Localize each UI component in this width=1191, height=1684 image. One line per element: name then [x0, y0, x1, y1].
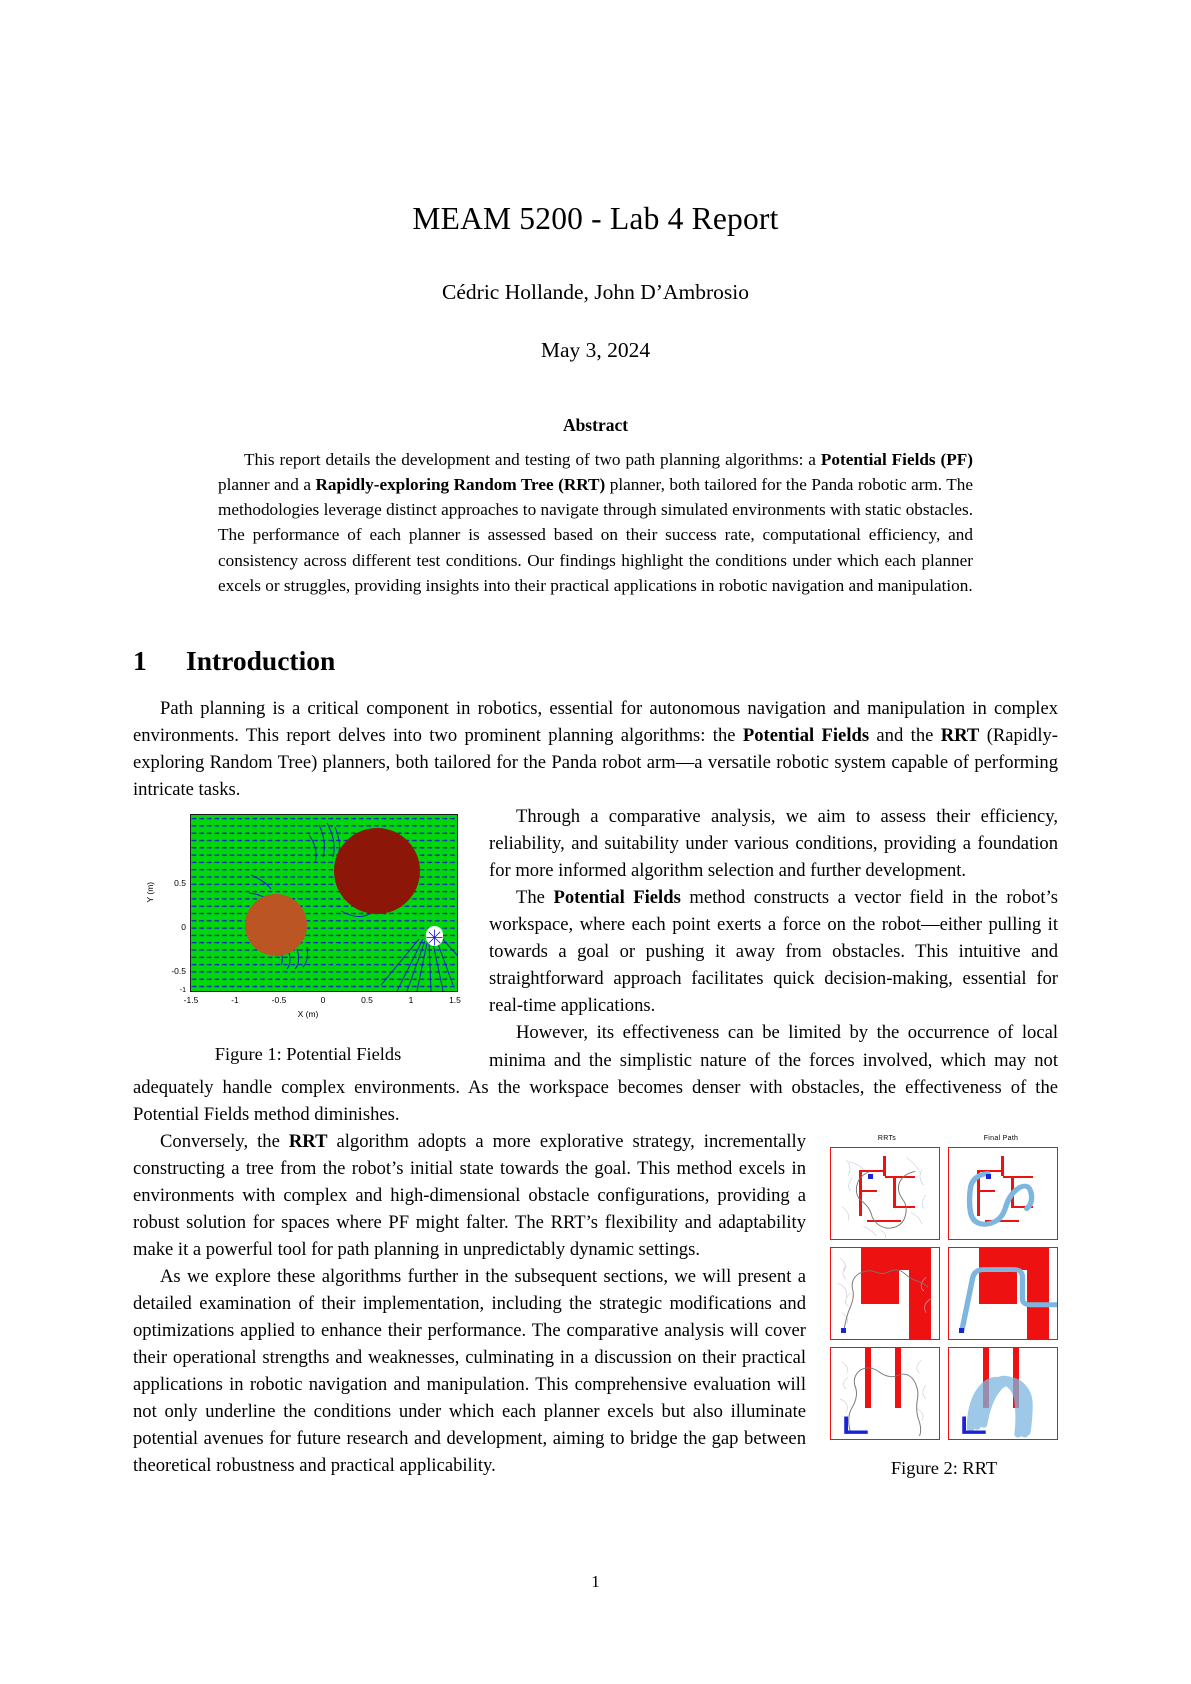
rrt-run-1: Conversely, the [160, 1130, 289, 1152]
rrt-panel-bars-tree [830, 1347, 940, 1440]
rrt-panel-block-tree [830, 1247, 940, 1340]
paragraph-limitations: However, its effectiveness can be limited by the occurrence of local minima and the simplistic nature of the forces involved, which may not adequately handle complex environments. As the workspace becomes denser with obstacles, the effectiveness of the Potential Fields method diminishes. [133, 1022, 1058, 1125]
paragraph-intro [133, 695, 1058, 803]
figure-2-caption: Figure 2: RRT [890, 1457, 998, 1478]
figure-1-caption: Figure 1: Potential Fields [214, 1044, 402, 1065]
abstract-section [218, 415, 973, 598]
x-tick--1.5: -1.5 [183, 995, 199, 1006]
abstract-run-2: planner and a [218, 474, 316, 494]
start-point [959, 1328, 964, 1333]
section-number: 1 [133, 644, 147, 676]
y-tick--1: -1 [179, 987, 186, 995]
rrt-row-3 [830, 1347, 1058, 1440]
pf-run-2: method constructs a vector field in the robot’s workspace, where each point exerts a force on the robot—either pulling it towards a goal or pushing it away from obstacles. This intuitive and straightforward approach facilitates quick decision-making, essential for real-time applications. [489, 887, 1059, 1017]
y-axis-label: Y (m) [145, 881, 156, 903]
pf-run-1: The [516, 887, 554, 909]
goal-starburst-icon [426, 929, 443, 946]
abstract-text [218, 447, 973, 598]
rrt-row-2 [830, 1247, 1058, 1340]
x-tick-0.5: 0.5 [361, 995, 373, 1006]
rrt-panel-grid [830, 1134, 1058, 1440]
rrt-panel-maze-tree [830, 1147, 940, 1240]
paragraph-comparative-analysis: Through a comparative analysis, we aim to assess their efficiency, reliability, and suitability under various conditions, providing a foundation for more informed algorithm selection and further development. [489, 806, 1058, 882]
abstract-term-rrt: Rapidly-exploring Random Tree (RRT) [315, 474, 606, 494]
rrt-column-header-final-path: Final Path [983, 1134, 1019, 1142]
figure-2 [830, 1134, 1058, 1482]
rrt-column-header-rrts: RRTs [877, 1134, 897, 1142]
rrt-tree-branches [831, 1248, 939, 1339]
x-axis-label: X (m) [297, 1009, 319, 1020]
plot-area [190, 814, 458, 992]
rrt-column-headers [830, 1134, 1058, 1144]
section-body-introduction [133, 695, 1058, 1486]
rrt-final-path [949, 1148, 1057, 1239]
section-heading-introduction [133, 645, 1058, 677]
x-tick-1: 1 [408, 995, 414, 1006]
intro-term-rrt: RRT [940, 724, 980, 746]
small-obstacle [245, 894, 307, 956]
rrt-panel-block-path [948, 1247, 1058, 1340]
start-point [986, 1174, 991, 1179]
y-tick-0: 0 [181, 922, 186, 933]
rrt-goal-marker [831, 1348, 939, 1439]
quiver-vector-field [191, 815, 457, 991]
rrt-final-path [949, 1248, 1057, 1339]
author-list: Cédric Hollande, John D’Ambrosio [442, 279, 749, 304]
intro-run-1: Path planning is a critical component in robotics, essential for autonomous navigation and manipulation in complex environments. This report delves into two prominent planning algorithms: the [133, 697, 1058, 746]
x-tick--1: -1 [231, 995, 239, 1006]
page-title: MEAM 5200 - Lab 4 Report [412, 201, 779, 236]
intro-run-3: (Rapidly-exploring Random Tree) planners, both tailored for the Panda robot arm—a versatile robotic system capable of performing intricate tasks. [133, 724, 1058, 801]
x-tick-1.5: 1.5 [449, 995, 461, 1006]
y-tick--0.5: -0.5 [171, 966, 186, 977]
intro-term-potential-fields: Potential Fields [742, 724, 870, 746]
potential-fields-plot [145, 808, 467, 1026]
abstract-heading: Abstract [562, 414, 629, 435]
rrt-row-1 [830, 1147, 1058, 1240]
section-title: Introduction [186, 644, 336, 676]
abstract-run-1: This report details the development and testing of two path planning algorithms: a [244, 449, 821, 469]
rrt-run-2: algorithm adopts a more explorative strategy, incrementally constructing a tree from the robot’s initial state towards the goal. This method excels in environments with complex and high-dimensional obstacle configurations, providing a robust solution for spaces where PF might falter. The RRT’s flexibility and adaptability make it a powerful tool for path planning in unpredictably dynamic settings. [133, 1130, 806, 1260]
page-number: 1 [591, 1572, 600, 1591]
rrt-tree-branches [831, 1148, 939, 1239]
pf-term-potential-fields: Potential Fields [553, 887, 681, 909]
goal-point [426, 926, 443, 943]
y-tick-0.5: 0.5 [174, 878, 186, 889]
intro-run-2: and the [869, 724, 941, 746]
abstract-term-potential-fields: Potential Fields (PF) [820, 449, 973, 469]
rrt-panel-bars-path [948, 1347, 1058, 1440]
paragraph-conclusion-outlook: As we explore these algorithms further in the subsequent sections, we will present a detailed examination of their implementation, including the strategic modifications and optimizations applied to enhance their performance. The comparative analysis will cover their operational strengths and weaknesses, culminating in a discussion on their practical applications in robotic navigation and manipulation. This comprehensive evaluation will not only underline the conditions under which each planner excels but also illuminate potential avenues for future research and development, aiming to bridge the gap between theoretical robustness and practical applicability. [133, 1265, 806, 1477]
start-point [841, 1328, 846, 1333]
document-date: May 3, 2024 [540, 337, 651, 362]
figure-1 [145, 808, 467, 1068]
large-obstacle [334, 828, 420, 914]
abstract-run-3: planner, both tailored for the Panda robotic arm. The methodologies leverage distinct approaches to navigate through simulated environments with static obstacles. The performance of each planner is assessed based on their success rate, computational efficiency, and consistency across different test conditions. Our findings highlight the conditions under which each planner excels or struggles, providing insights into their practical applications in robotic navigation and manipulation. [218, 474, 973, 595]
x-tick--0.5: -0.5 [271, 995, 287, 1006]
x-tick-0: 0 [320, 995, 326, 1006]
rrt-panel-maze-path [948, 1147, 1058, 1240]
rrt-term-rrt: RRT [288, 1130, 328, 1152]
start-point [868, 1174, 873, 1179]
page-content [133, 0, 1058, 1486]
rrt-goal-marker [949, 1348, 1057, 1439]
